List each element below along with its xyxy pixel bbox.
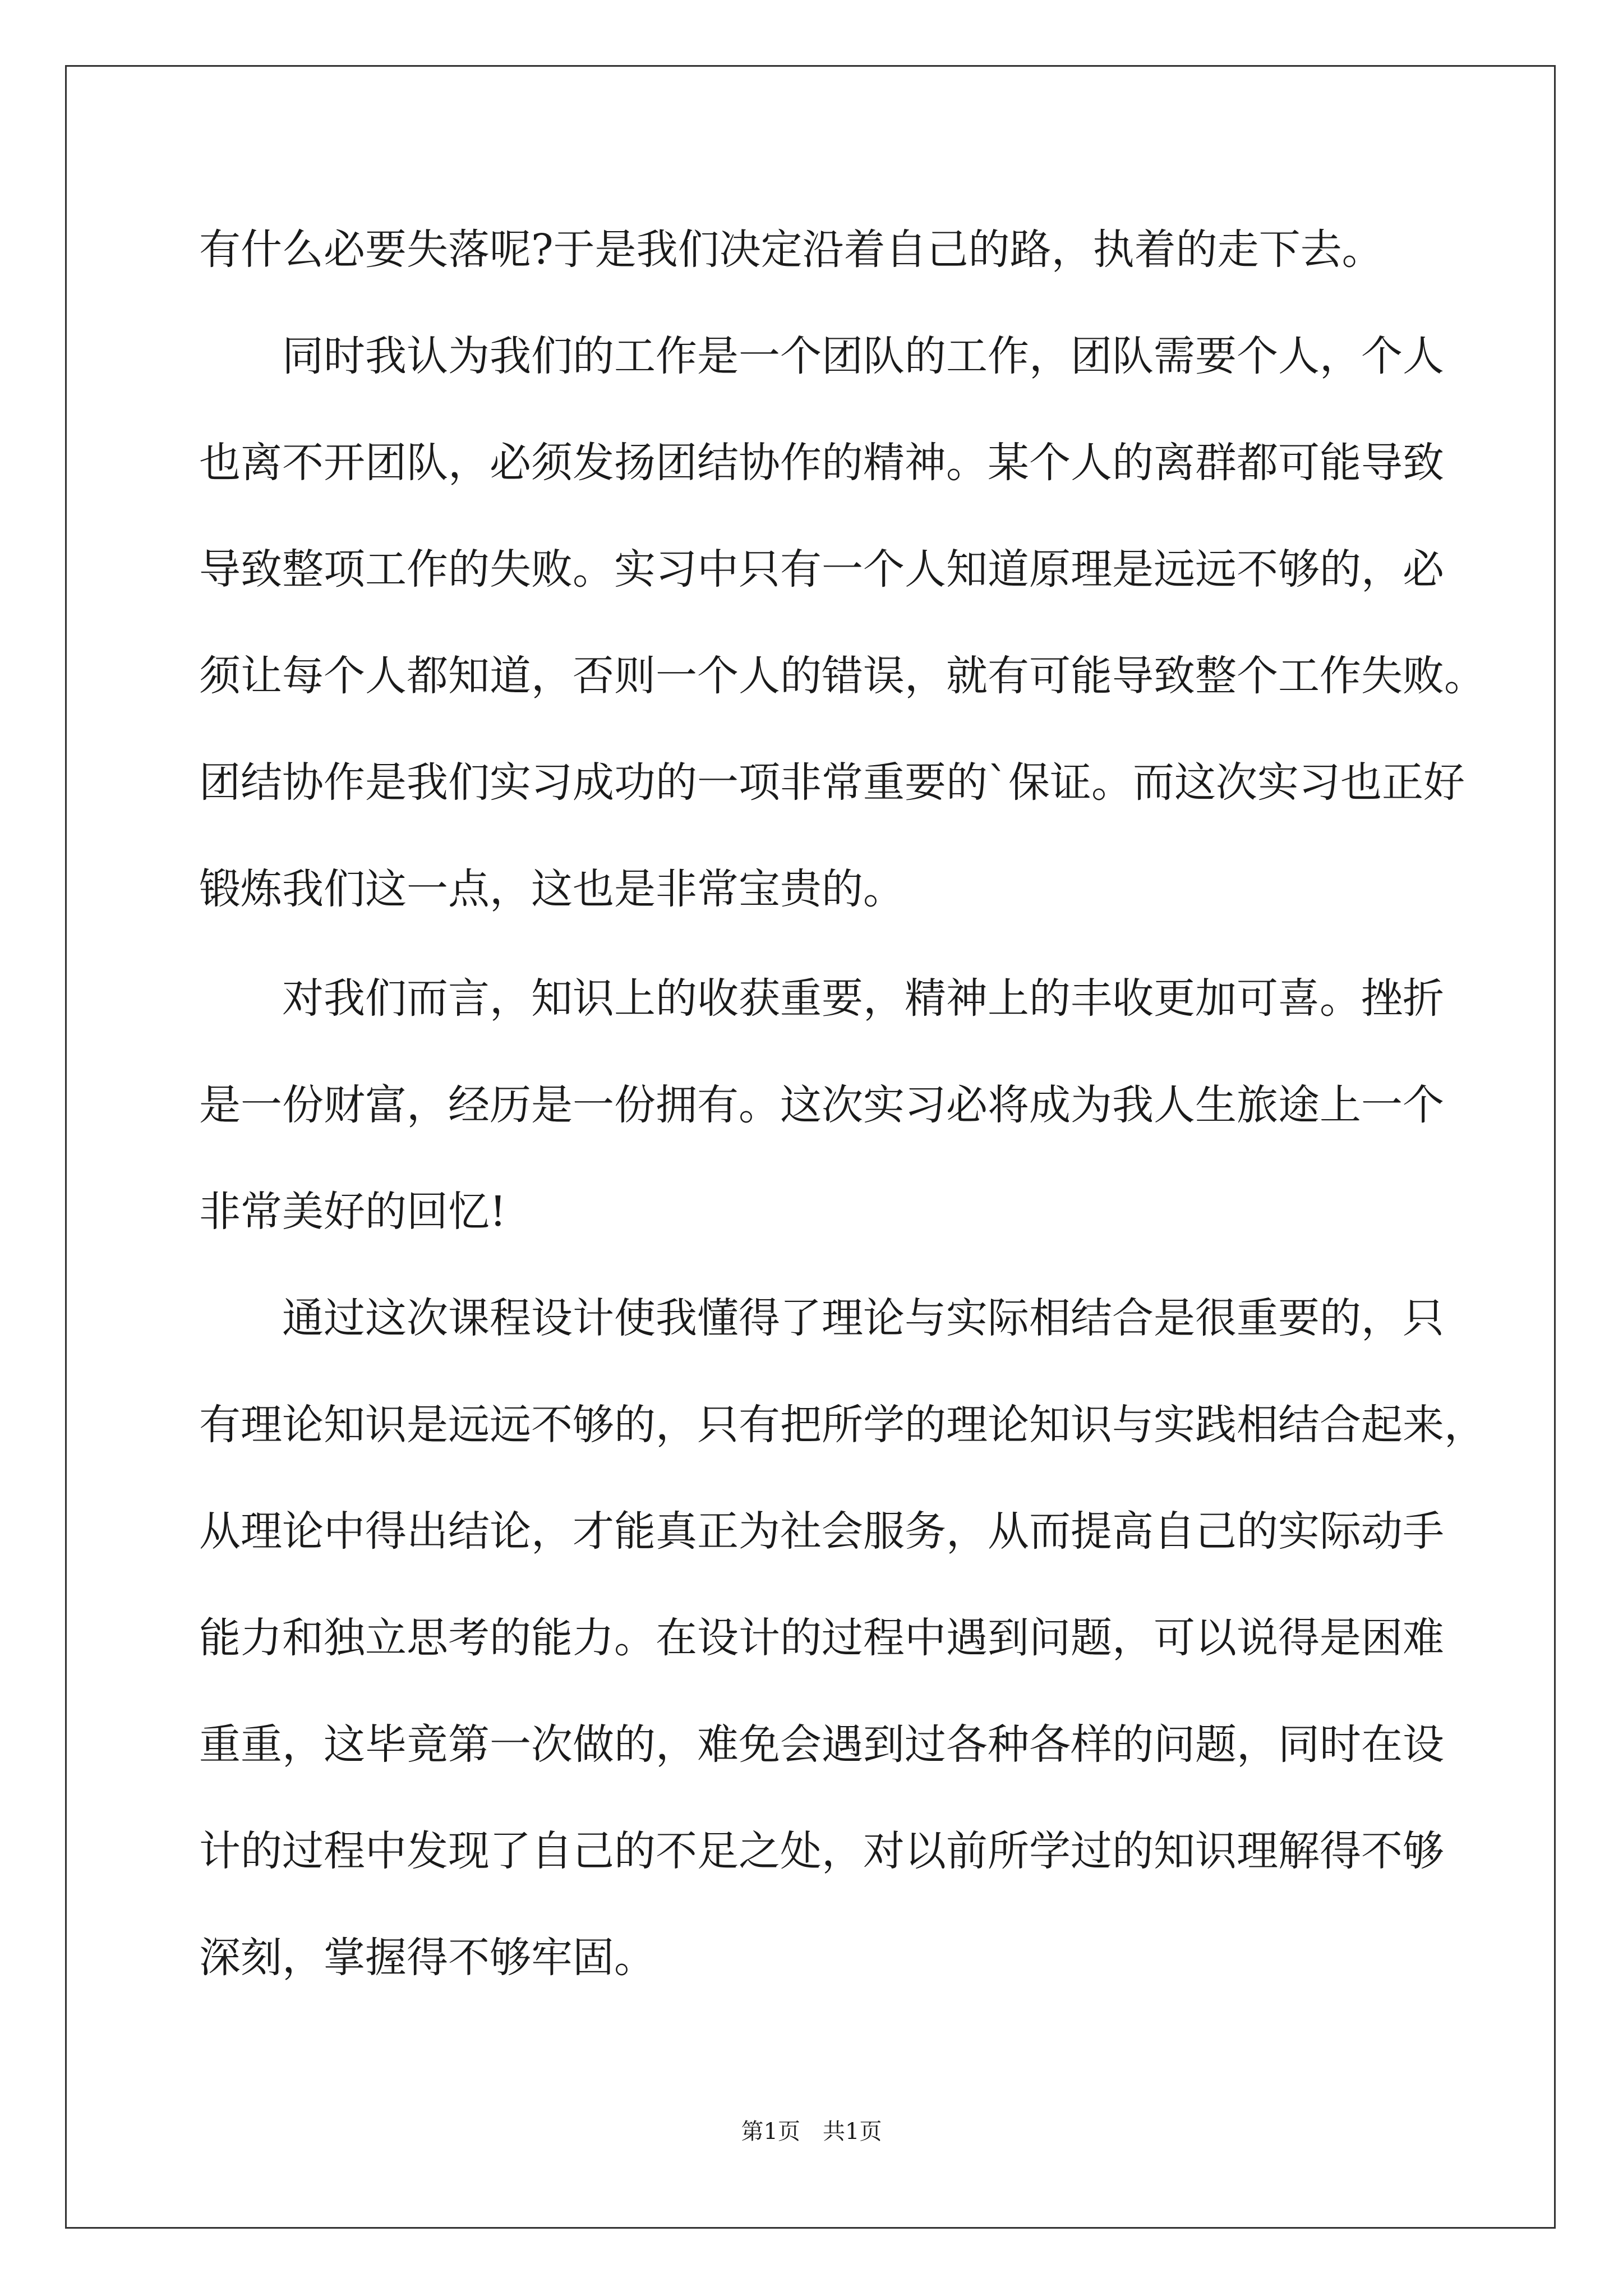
text-line-4: 导致整项工作的失败。实习中只有一个人知道原理是远远不够的，必 <box>199 545 1444 593</box>
text-line-5: 须让每个人都知道，否则一个人的错误，就有可能导致整个工作失败。 <box>199 652 1486 700</box>
text-line-8: 对我们而言，知识上的收获重要，精神上的丰收更加可喜。挫折 <box>282 974 1444 1023</box>
page-border <box>65 65 1556 2229</box>
text-line-11: 通过这次课程设计使我懂得了理论与实际相结合是很重要的，只 <box>282 1294 1444 1342</box>
text-line-16: 计的过程中发现了自己的不足之处，对以前所学过的知识理解得不够 <box>199 1827 1444 1875</box>
text-line-17: 深刻，掌握得不够牢固。 <box>199 1934 656 1982</box>
text-line-14: 能力和独立思考的能力。在设计的过程中遇到问题，可以说得是困难 <box>199 1614 1444 1662</box>
text-line-2: 同时我认为我们的工作是一个团队的工作，团队需要个人，个人 <box>282 332 1444 380</box>
text-line-1: 有什么必要失落呢?于是我们决定沿着自己的路，执着的走下去。 <box>199 226 1384 274</box>
text-line-13: 从理论中得出结论，才能真正为社会服务，从而提高自己的实际动手 <box>199 1507 1444 1556</box>
text-line-9: 是一份财富，经历是一份拥有。这次实习必将成为我人生旅途上一个 <box>199 1081 1444 1129</box>
text-line-15: 重重，这毕竟第一次做的，难免会遇到过各种各样的问题，同时在设 <box>199 1720 1444 1769</box>
page-number-footer: 第1页 共1页 <box>741 2119 882 2145</box>
text-line-3: 也离不开团队，必须发扬团结协作的精神。某个人的离群都可能导致 <box>199 439 1444 487</box>
text-line-12: 有理论知识是远远不够的，只有把所学的理论知识与实践相结合起来， <box>199 1401 1486 1449</box>
text-line-6: 团结协作是我们实习成功的一项非常重要的`保证。而这次实习也正好 <box>199 758 1465 807</box>
text-line-7: 锻炼我们这一点，这也是非常宝贵的。 <box>199 865 905 913</box>
text-line-10: 非常美好的回忆! <box>199 1188 506 1236</box>
